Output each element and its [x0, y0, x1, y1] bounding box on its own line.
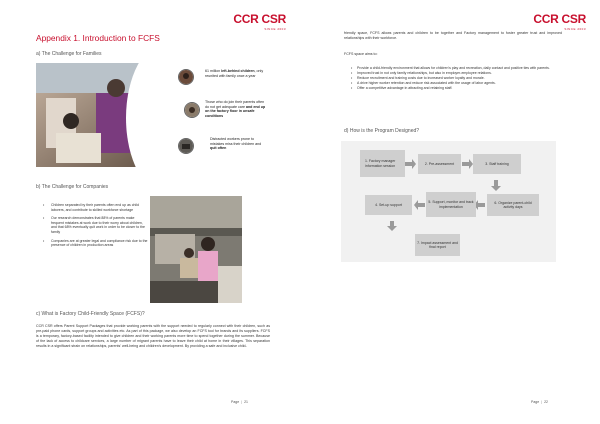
step-3-box: 3. Staff training — [473, 154, 521, 174]
companies-photo — [150, 196, 242, 303]
step-7-box: 7. Impact assessment and final report — [415, 234, 460, 256]
list-item: • Children separated by their parents often end up as child laborers, and contribute to skilled workforce shortage — [43, 203, 148, 212]
page-title: Appendix 1. Introduction to FCFS — [36, 33, 160, 43]
step-5-box: 5. Support, monitor and track implementation — [426, 192, 476, 217]
brand-logo-text: CCR CSR — [233, 12, 286, 26]
step-4-box: 4. Set-up support — [365, 195, 412, 215]
list-item: • Companies are at greater legal and compliance risk due to the presence of children in production areas — [43, 239, 148, 248]
callout-2-photo — [184, 102, 200, 118]
brand-logo-text: CCR CSR — [533, 12, 586, 26]
list-item: • A drive higher worker retention and reduce risk associated with the usage of labor agents. — [350, 81, 560, 85]
intro-paragraph: friendly space, FCFS allows parents and children to be together and Factory management to foster greater trust and improved relationships with their workforce. — [344, 31, 562, 40]
brand-logo-sub: SINCE 2003 — [564, 27, 586, 31]
callout-1: 61 million left-behind children, only reunited with family once a year — [205, 69, 264, 78]
page-number: Page | 22 — [531, 400, 549, 404]
section-c-paragraph: CCR CSR offers Parent Support Packages that provide working parents with the support needed to regularly connect with their children, such as pre-paid phone cards, support groups and activities etc. As part of this package, we also develop an FCFS tool for brands and its suppliers. FCFS is a temporary, factory-based facility intended to give children and their working parents more time to spend together during the summer. Because of the lack of access to childcare services, a large number of migrant parents have to leave their child at home in their villages. This separation results in a significant strain on relationships, parents' well-being and children's development. By providing a safe and inclusive child- — [36, 324, 270, 349]
section-b-bullets — [43, 203, 148, 252]
list-item: • Offer a competitive advantage in attracting and retaining staff. — [350, 86, 560, 90]
brand-logo — [233, 10, 286, 31]
aims-heading: FCFS space aims to: — [344, 52, 378, 56]
companies-photo-image — [150, 196, 242, 303]
section-c-heading: c) What is Factory Child-Friendly Space (FCFS)? — [36, 311, 145, 317]
section-a-heading: a) The Challenge for Families — [36, 51, 102, 57]
arrow-5-to-4 — [414, 200, 425, 210]
page-number: Page | 21 — [231, 400, 249, 404]
callout-3: Distracted workers prone to mistakes miss their children and quit often — [210, 137, 262, 150]
arrow-3-to-6 — [491, 180, 501, 191]
list-item: • Provide a child-friendly environment that allows for children's play and recreation, daily contact and positive ties with parents. — [350, 66, 560, 70]
section-b-heading: b) The Challenge for Companies — [36, 184, 109, 190]
brand-logo-sub: SINCE 2003 — [264, 27, 286, 31]
right-page — [300, 0, 600, 424]
callout-2: Those who do join their parents often do not get adequate care and end up on the factory floor in unsafe conditions — [205, 100, 266, 118]
step-2-box: 2. Pre-assessment — [418, 154, 461, 174]
arrow-4-to-7 — [387, 221, 397, 231]
section-d-heading: d) How is the Program Designed? — [344, 128, 420, 134]
callout-1-photo — [178, 69, 194, 85]
list-item: • Reduce recruitment and training costs due to increased worker loyalty and morale. — [350, 76, 560, 80]
step-1-box: 1. Factory manager information session — [360, 150, 405, 177]
list-item: • Improved trust in not only family relationships, but also in employer-employee relations. — [350, 71, 560, 75]
arrow-1-to-2 — [405, 159, 416, 169]
callout-3-photo — [178, 138, 194, 154]
families-photo — [36, 63, 186, 167]
arrow-2-to-3 — [462, 159, 473, 169]
list-item: • Our research demonstrates that 88% of parents make frequent mistakes at work due to their worry about children, and that 68% eventually quit work in order to be closer to the family — [43, 216, 148, 234]
step-6-box: 6. Organize parent-child activity days — [487, 194, 539, 216]
